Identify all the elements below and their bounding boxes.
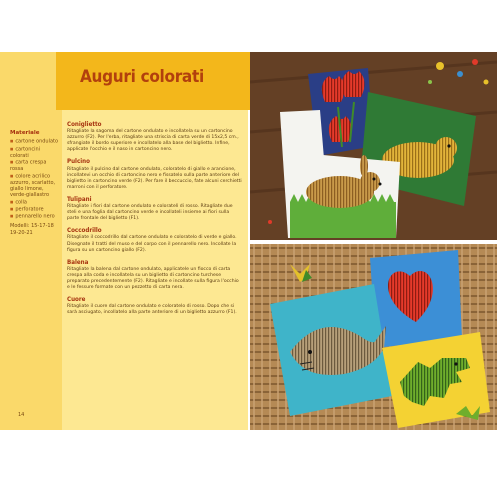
models-reference: Modelli: 15-17-18 19-20-21 [10, 223, 54, 236]
page-number: 14 [18, 412, 25, 418]
materials-box [10, 130, 60, 236]
craft-photo [250, 52, 497, 430]
material-item: ■ pennarello nero [10, 213, 60, 220]
material-item: ■ cartoncini colorati [10, 146, 60, 160]
material-item: ■ colla [10, 199, 60, 206]
materials-heading: Materiale [10, 130, 40, 136]
section-text: Ritagliate il pulcino dal cartone ondulato, coloratelo di giallo e arancione, incollatevi un occhio di cartoncino nero e fissatelo sulla parte anteriore del biglietto in cartoncino verde (F2). Per fare il beccuccio, fate alcuni cerchietti marroni con il perforatore. [67, 166, 242, 190]
material-item: ■ cartone ondulato [10, 138, 60, 145]
section-heading: Balena [67, 258, 89, 266]
title-band [56, 52, 250, 110]
section-heading: Coccodrillo [67, 227, 102, 235]
section-heading: Tulipani [67, 195, 92, 203]
material-item: ■ colore acrilico azzurro, scarlatto, giallo limone, verde-giallastro [10, 173, 60, 199]
cards-illustration [250, 52, 497, 430]
materials-list [10, 138, 60, 220]
section-heading: Coniglietto [67, 121, 102, 128]
material-item: ■ perforatore [10, 206, 60, 213]
section-text: Ritagliate la balena dal cartone ondulato, applicatele un fiocco di carta crespa alla coda e incollatela su un biglietto di cartoncino turchese preparato precedentemente (F2). Ritagliate e incollate sulla figura l'occhio e le fessure formate con un pezzetto di carta nera. [67, 266, 239, 291]
page-title: Auguri colorati [80, 67, 204, 87]
section-text: Ritagliate la sagoma del cartone ondulato e incollatela su un cartoncino azzurro (F2). Per l'erba, ritagliate una striscia di carta verde di 15x2,5 cm., sfrangiate il bordo superiore e incollatelo alla base del biglietto. Infine, applicate l'occhio e il naso in cartoncino nero. [67, 129, 239, 153]
section-text: Ritagliate il coccodrillo dal cartone ondulato e coloratelo di verde e giallo. Disegnate il tratti del muso e del corpo con il pennarello nero. Incollate la figura su un cartoncino giallo (F2). [67, 235, 237, 253]
section-heading: Cuore [67, 296, 86, 304]
section-text: Ritagliate il cuore dal cartone ondulato e coloratelo di rosso. Dopo che si sarà asciugato, incollatelo alla parte anteriore di un biglietto azzurro (F1). [67, 304, 237, 316]
materials-sidebar [0, 52, 62, 430]
material-item: ■ carta crespa rossa [10, 159, 60, 173]
instructions [67, 122, 242, 316]
section-text: Ritagliate i fiori dal cartone ondulato e coloratelì di rosso. Ritagliate due steli e una foglia dal cartoncino verde e incollateli insieme ai fiori sulla parte frontale del biglietto (F1). [67, 204, 233, 222]
section-heading: Pulcino [67, 158, 90, 166]
